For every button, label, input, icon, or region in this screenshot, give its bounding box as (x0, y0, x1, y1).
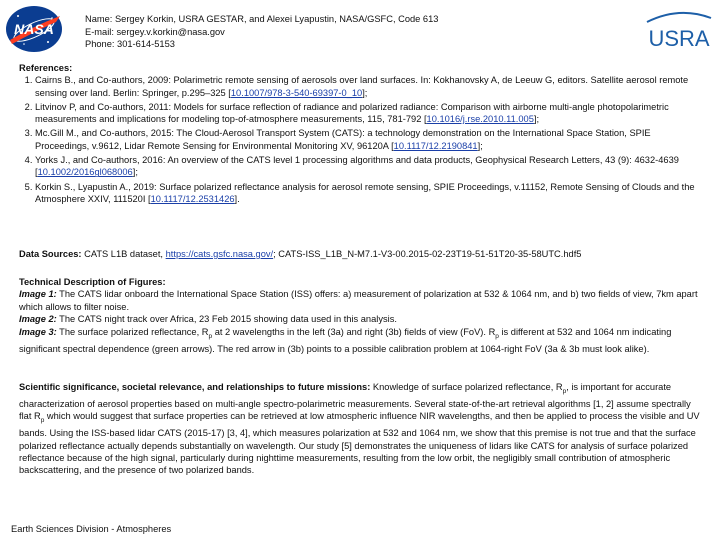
image3-label: Image 3: (19, 326, 57, 337)
doi-link[interactable]: 10.1117/12.2531426 (150, 193, 235, 204)
data-sources-label: Data Sources: (19, 249, 82, 259)
image1-label: Image 1: (19, 289, 57, 300)
contact-email: E-mail: sergey.v.korkin@nasa.gov (85, 26, 225, 37)
technical-description (19, 276, 705, 355)
doi-link[interactable]: 10.1016/j.rse.2010.11.005 (426, 114, 534, 125)
references-heading: References: (19, 63, 73, 73)
subscript: p (40, 417, 45, 425)
doi-link[interactable]: 10.1117/12.2190841 (393, 140, 478, 151)
reference-item (35, 181, 705, 206)
reference-item (35, 74, 705, 99)
data-sources-file: ; CATS-ISS_L1B_N-M7.1-V3-00.2015-02-23T19-51-51T20-35-58UTC.hdf5 (273, 249, 582, 259)
footer-text: Earth Sciences Division - Atmospheres (11, 524, 172, 534)
usra-logo-text: USRA (648, 26, 710, 51)
contact-block (85, 13, 438, 51)
image1-text: The CATS lidar onboard the International Space Station (ISS) offers: a) measurement of polarization at 532 & 1064 nm, and b) two fields of view, 7km apart which allows to filter noise. (19, 289, 698, 312)
technical-heading: Technical Description of Figures: (19, 277, 166, 287)
data-sources-text: CATS L1B dataset, (84, 249, 164, 259)
usra-logo (643, 8, 715, 54)
scientific-text: , is important for accurate characterization of aerosol properties based on multi-angle spectro-polarimetric measurements. Several state-of-the-art retrieval algorithms [1, 2] assume spectrally flat R (19, 382, 691, 422)
reference-item (35, 127, 705, 152)
doi-link[interactable]: 10.1007/978-3-540-69397-0_10 (230, 87, 363, 98)
reference-item (35, 154, 705, 179)
reference-tail: ]; (477, 140, 483, 151)
data-sources (19, 249, 709, 259)
image3-text: at 2 wavelengths in the left (3a) and right (3b) fields of view (FoV). R (212, 326, 496, 337)
reference-text: Yorks J., and Co-authors, 2016: An overview of the CATS level 1 processing algorithms and data products, Geophysical Research Letters, 43 (9): 4632-4639 [ (35, 155, 679, 178)
reference-item (35, 101, 705, 126)
reference-text: Mc.Gill M., and Co-authors, 2015: The Cloud-Aerosol Transport System (CATS): a technology demonstration on the International Space Station, SPIE Proceedings, v.9612, Lidar Remote Sensing for Environmental Monitoring XV, 96120A [ (35, 128, 651, 151)
image2-label: Image 2: (19, 314, 57, 325)
image3-text: The surface polarized reflectance, R (59, 326, 209, 337)
image1-description (19, 288, 705, 313)
image3-description (19, 326, 705, 356)
references-section (19, 62, 705, 207)
reference-tail: ]; (362, 87, 368, 98)
subscript: p (495, 332, 499, 340)
doi-link[interactable]: 10.1002/2016gl068006 (37, 167, 133, 178)
contact-name: Name: Sergey Korkin, USRA GESTAR, and Alexei Lyapustin, NASA/GSFC, Code 613 (85, 14, 439, 24)
image3-text: is different at 532 and 1064 nm indicating significant spectral dependence (green arrows). The red arrow in (3b) points to a possible calibration problem at 1064-right FoV (3a & 3b must look alike). (19, 326, 672, 354)
reference-text: Korkin S., Lyapustin A., 2019: Surface polarized reflectance analysis for aerosol remote sensing, SPIE Proceedings, v.11152, Remote Sensing of Clouds and the Atmosphere XXIV, 111520I [ (35, 181, 695, 204)
reference-text: Litvinov P, and Co-authors, 2011: Models for surface reflection of radiance and polarized radiance: Comparison with airborne multi-angle photopolarimetric measurements and implications for modeling top-of-atmosphere measurements, 115, 781-792 [ (35, 101, 669, 125)
scientific-text: which would suggest that surface properties can be retrieved at low atmospheric influence NIR wavelengths, and then be applied to process the visible and UV bands. Using the ISS-based lidar CATS (2015-17) [3, 4], which measures polarization at 532 and 1064 nm, we show that this premise is not true and that the surface polarized reflectance actually depends substantially on wavelength. Our study [5] demonstrates the uniqueness of lidars like CATS for analysis of surface polarized reflectance because of the high signal, particularly during nighttime measurements, resulting from the low orbit, the negligibly small contribution of atmospheric backscattering, and the presence of two polarized bands. (19, 411, 700, 475)
subscript: p (208, 332, 213, 340)
reference-tail: ]. (234, 193, 240, 204)
nasa-logo (4, 4, 64, 54)
cats-link[interactable]: https://cats.gsfc.nasa.gov/ (165, 249, 274, 259)
scientific-text: Knowledge of surface polarized reflectance, R (370, 382, 563, 392)
subscript: p (562, 387, 567, 395)
image2-text: The CATS night track over Africa, 23 Feb 2015 showing data used in this analysis. (59, 314, 397, 325)
references-list (19, 74, 705, 205)
scientific-heading: Scientific significance, societal relevance, and relationships to future missions: (19, 382, 371, 392)
reference-text: Cairns B., and Co-authors, 2009: Polarimetric remote sensing of aerosols over land surfaces. In: Kokhanovsky A, de Leeuw G, editors. Satellite aerosol remote sensing over land. Berlin: Springer, p.295–325 [ (35, 75, 689, 98)
nasa-logo-text: NASA (14, 21, 54, 37)
reference-tail: ]; (132, 167, 138, 178)
scientific-significance (19, 381, 705, 476)
contact-phone: Phone: 301-614-5153 (85, 39, 175, 49)
image2-description (19, 313, 705, 325)
reference-tail: ]; (533, 114, 540, 125)
